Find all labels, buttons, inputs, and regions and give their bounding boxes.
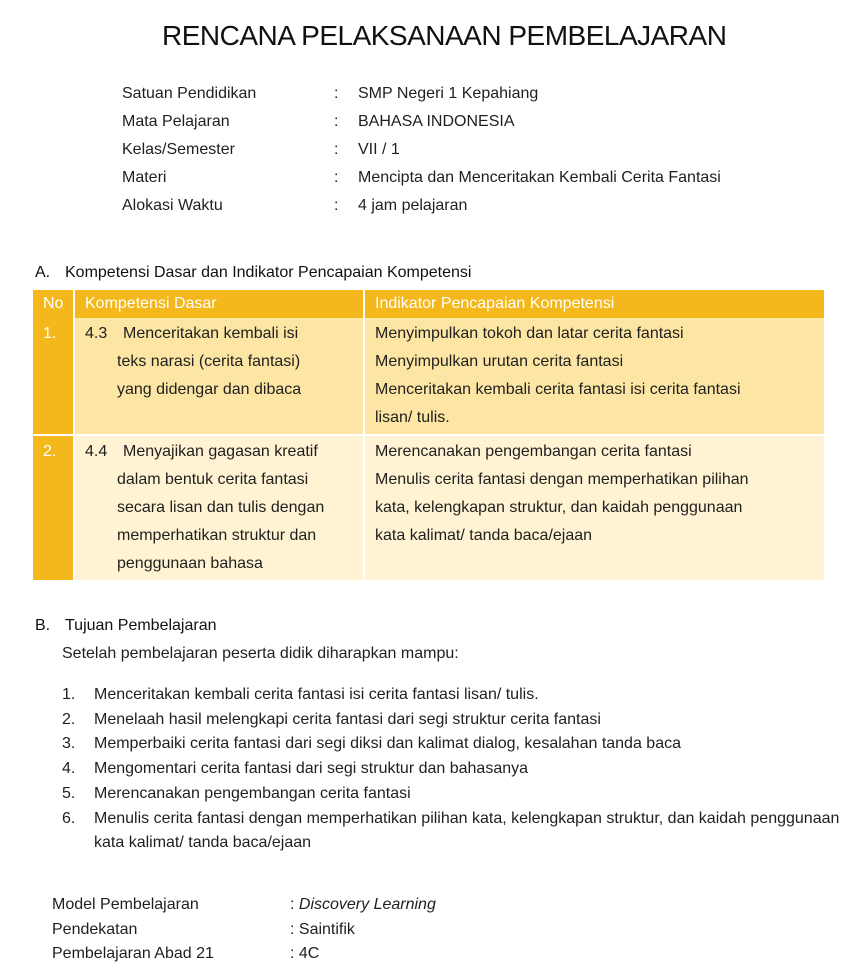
info-colon: : xyxy=(334,85,339,102)
kd-cell xyxy=(74,435,364,580)
section-a-heading xyxy=(35,264,471,282)
ipk-line: Merencanakan pengembangan cerita fantasi xyxy=(375,443,692,460)
info-colon: : xyxy=(334,169,339,186)
goals-list xyxy=(62,683,842,856)
row-number: 1. xyxy=(33,318,74,435)
info-row-alokasi xyxy=(122,192,802,220)
info-label: Satuan Pendidikan xyxy=(122,85,257,102)
meta-value: : Discovery Learning xyxy=(290,896,436,913)
kd-line: yang didengar dan dibaca xyxy=(117,381,302,398)
kd-line: 4.3 Menceritakan kembali isi xyxy=(85,320,363,348)
header-ipk: Indikator Pencapaian Kompetensi xyxy=(364,290,824,318)
kd-line: penggunaan bahasa xyxy=(117,555,263,572)
goals-intro: Setelah pembelajaran peserta didik diharapkan mampu: xyxy=(62,645,459,662)
kd-cell xyxy=(74,318,364,435)
info-label: Materi xyxy=(122,169,167,186)
competency-table xyxy=(33,290,824,580)
section-letter: B. xyxy=(35,617,51,634)
list-item: 6. Menulis cerita fantasi dengan memperhatikan pilihan kata, kelengkapan struktur, dan kaidah penggunaan kata kalimat/ tanda baca/ejaan xyxy=(62,809,840,852)
meta-label: Pembelajaran Abad 21 xyxy=(52,945,214,962)
ipk-line: Menyimpulkan urutan cerita fantasi xyxy=(375,353,624,370)
ipk-line: kata kalimat/ tanda baca/ejaan xyxy=(375,527,593,544)
list-item: 5. Merencanakan pengembangan cerita fantasi xyxy=(62,784,411,802)
info-value: BAHASA INDONESIA xyxy=(358,113,515,130)
meta-row-abad21 xyxy=(52,942,552,967)
ipk-line: Menyimpulkan tokoh dan latar cerita fantasi xyxy=(375,325,684,342)
info-colon: : xyxy=(334,141,339,158)
section-letter: A. xyxy=(35,264,51,281)
kd-line: teks narasi (cerita fantasi) xyxy=(117,353,301,370)
meta-value: : Saintifik xyxy=(290,920,355,938)
info-label: Alokasi Waktu xyxy=(122,197,223,214)
info-row-kelas xyxy=(122,136,802,164)
ipk-line: kata, kelengkapan struktur, dan kaidah penggunaan xyxy=(375,499,743,516)
kd-number: 4.3 xyxy=(85,325,108,342)
list-item: 1. Menceritakan kembali cerita fantasi isi cerita fantasi lisan/ tulis. xyxy=(62,686,539,703)
info-value: VII / 1 xyxy=(358,141,400,158)
info-label: Kelas/Semester xyxy=(122,141,235,158)
learning-meta xyxy=(52,893,552,967)
kd-line: secara lisan dan tulis dengan xyxy=(117,499,325,516)
info-row-materi xyxy=(122,164,802,192)
section-title: Tujuan Pembelajaran xyxy=(65,617,217,634)
meta-row-model xyxy=(52,893,552,918)
list-item: 3. Memperbaiki cerita fantasi dari segi diksi dan kalimat dialog, kesalahan tanda baca xyxy=(62,735,681,753)
section-b-heading xyxy=(35,617,217,635)
kd-line: 4.4 Menyajikan gagasan kreatif xyxy=(85,438,363,466)
info-colon: : xyxy=(334,113,339,130)
info-value: 4 jam pelajaran xyxy=(358,197,468,214)
table-header-row xyxy=(33,290,824,318)
ipk-line: Menulis cerita fantasi dengan memperhatikan pilihan xyxy=(375,471,749,488)
identity-block xyxy=(122,80,802,220)
meta-label: Model Pembelajaran xyxy=(52,896,199,913)
info-value: Mencipta dan Menceritakan Kembali Cerita Fantasi xyxy=(358,169,721,186)
row-number: 2. xyxy=(33,435,74,580)
info-value: SMP Negeri 1 Kepahiang xyxy=(358,85,539,102)
header-kd: Kompetensi Dasar xyxy=(74,290,364,318)
kd-line: memperhatikan struktur dan xyxy=(117,527,317,544)
table-row xyxy=(33,318,824,435)
ipk-cell xyxy=(364,435,824,580)
ipk-line: lisan/ tulis. xyxy=(375,409,450,426)
list-item: 2. Menelaah hasil melengkapi cerita fantasi dari segi struktur cerita fantasi xyxy=(62,710,601,728)
section-title: Kompetensi Dasar dan Indikator Pencapaian Kompetensi xyxy=(65,264,472,281)
header-no: No xyxy=(33,290,74,318)
ipk-cell xyxy=(364,318,824,435)
meta-label: Pendekatan xyxy=(52,920,138,938)
table-row xyxy=(33,435,824,580)
info-colon: : xyxy=(334,197,339,214)
info-row-satuan xyxy=(122,80,802,108)
info-row-mapel xyxy=(122,108,802,136)
kd-number: 4.4 xyxy=(85,443,108,460)
meta-row-pendekatan xyxy=(52,918,552,943)
page-title: RENCANA PELAKSANAAN PEMBELAJARAN xyxy=(162,20,727,51)
meta-value: : 4C xyxy=(290,945,320,962)
ipk-line: Menceritakan kembali cerita fantasi isi cerita fantasi xyxy=(375,381,741,398)
kd-line: dalam bentuk cerita fantasi xyxy=(117,471,309,488)
info-label: Mata Pelajaran xyxy=(122,113,230,130)
list-item: 4. Mengomentari cerita fantasi dari segi struktur dan bahasanya xyxy=(62,760,529,778)
